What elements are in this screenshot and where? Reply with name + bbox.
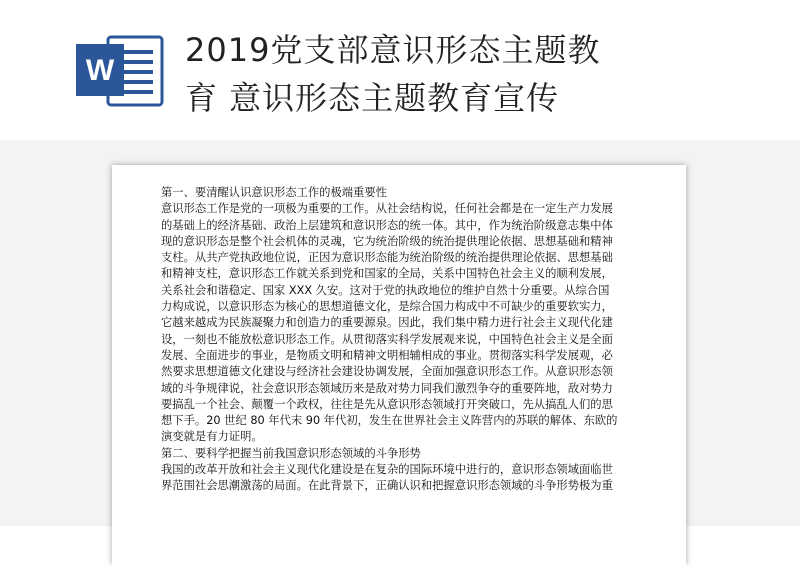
document-line: 发展、全面进步的事业，是物质文明和精神文明相辅相成的事业。贯彻落实科学发展观，必 (161, 348, 613, 362)
header-banner (0, 0, 800, 140)
title-line-2: 育 意识形态主题教育宣传 (185, 79, 560, 117)
document-body (161, 185, 639, 495)
document-line: 界范围社会思潮激荡的局面。在此背景下，正确认识和把握意识形态领域的斗争形势极为重 (161, 479, 613, 493)
word-icon-letter: W (85, 54, 115, 87)
word-document-icon (74, 34, 166, 108)
document-line: 现的意识形态是整个社会机体的灵魂，它为统治阶级的统治提供理论依据、思想基础和精神 (161, 234, 613, 248)
document-line: 设，一刻也不能放松意识形态工作。从贯彻落实科学发展观来说，中国特色社会主义是全面 (161, 332, 613, 346)
document-line: 力构成说，以意识形态为核心的思想道德文化，是综合国力构成中不可缺少的重要软实力， (161, 300, 613, 314)
document-line: 的基础上的经济基础、政治上层建筑和意识形态的统一体。其中，作为统治阶级意志集中体 (161, 218, 613, 232)
document-line: 和精神支柱，意识形态工作就关系到党和国家的全局，关系中国特色社会主义的顺利发展， (161, 267, 613, 281)
document-line: 关系社会和谐稳定、国家 XXX 久安。这对于党的执政地位的维护自然十分重要。从综合国 (161, 283, 610, 297)
document-line: 我国的改革开放和社会主义现代化建设是在复杂的国际环境中进行的，意识形态领域面临世 (161, 463, 613, 477)
document-line: 想下手。20 世纪 80 年代末 90 年代初，发生在世界社会主义阵营内的苏联的解体、东欧的 (161, 414, 618, 428)
title-line-1: 2019党支部意识形态主题教 (185, 31, 601, 69)
document-line: 意识形态工作是党的一项极为重要的工作。从社会结构说，任何社会都是在一定生产力发展 (161, 202, 613, 216)
document-line: 演变就是有力证明。 (161, 430, 263, 444)
document-line: 要搞乱一个社会、颠覆一个政权，往往是先从意识形态领域打开突破口，先从搞乱人们的思 (161, 397, 613, 411)
document-line: 它越来越成为民族凝聚力和创造力的重要源泉。因此，我们集中精力进行社会主义现代化建 (161, 316, 613, 330)
page-title (185, 26, 785, 122)
document-line: 然要求思想道德文化建设与经济社会建设协调发展，全面加强意识形态工作。从意识形态领 (161, 365, 613, 379)
document-line: 域的斗争规律说，社会意识形态领域历来是敌对势力同我们激烈争夺的重要阵地，敌对势力 (161, 381, 613, 395)
document-page (112, 165, 686, 565)
document-line: 第一、要清醒认识意识形态工作的极端重要性 (161, 186, 387, 199)
document-line: 第二、要科学把握当前我国意识形态领域的斗争形势 (161, 446, 421, 460)
document-line: 支柱。从共产党执政地位说，正因为意识形态能为统治阶级的统治提供理论依据、思想基础 (161, 251, 613, 265)
